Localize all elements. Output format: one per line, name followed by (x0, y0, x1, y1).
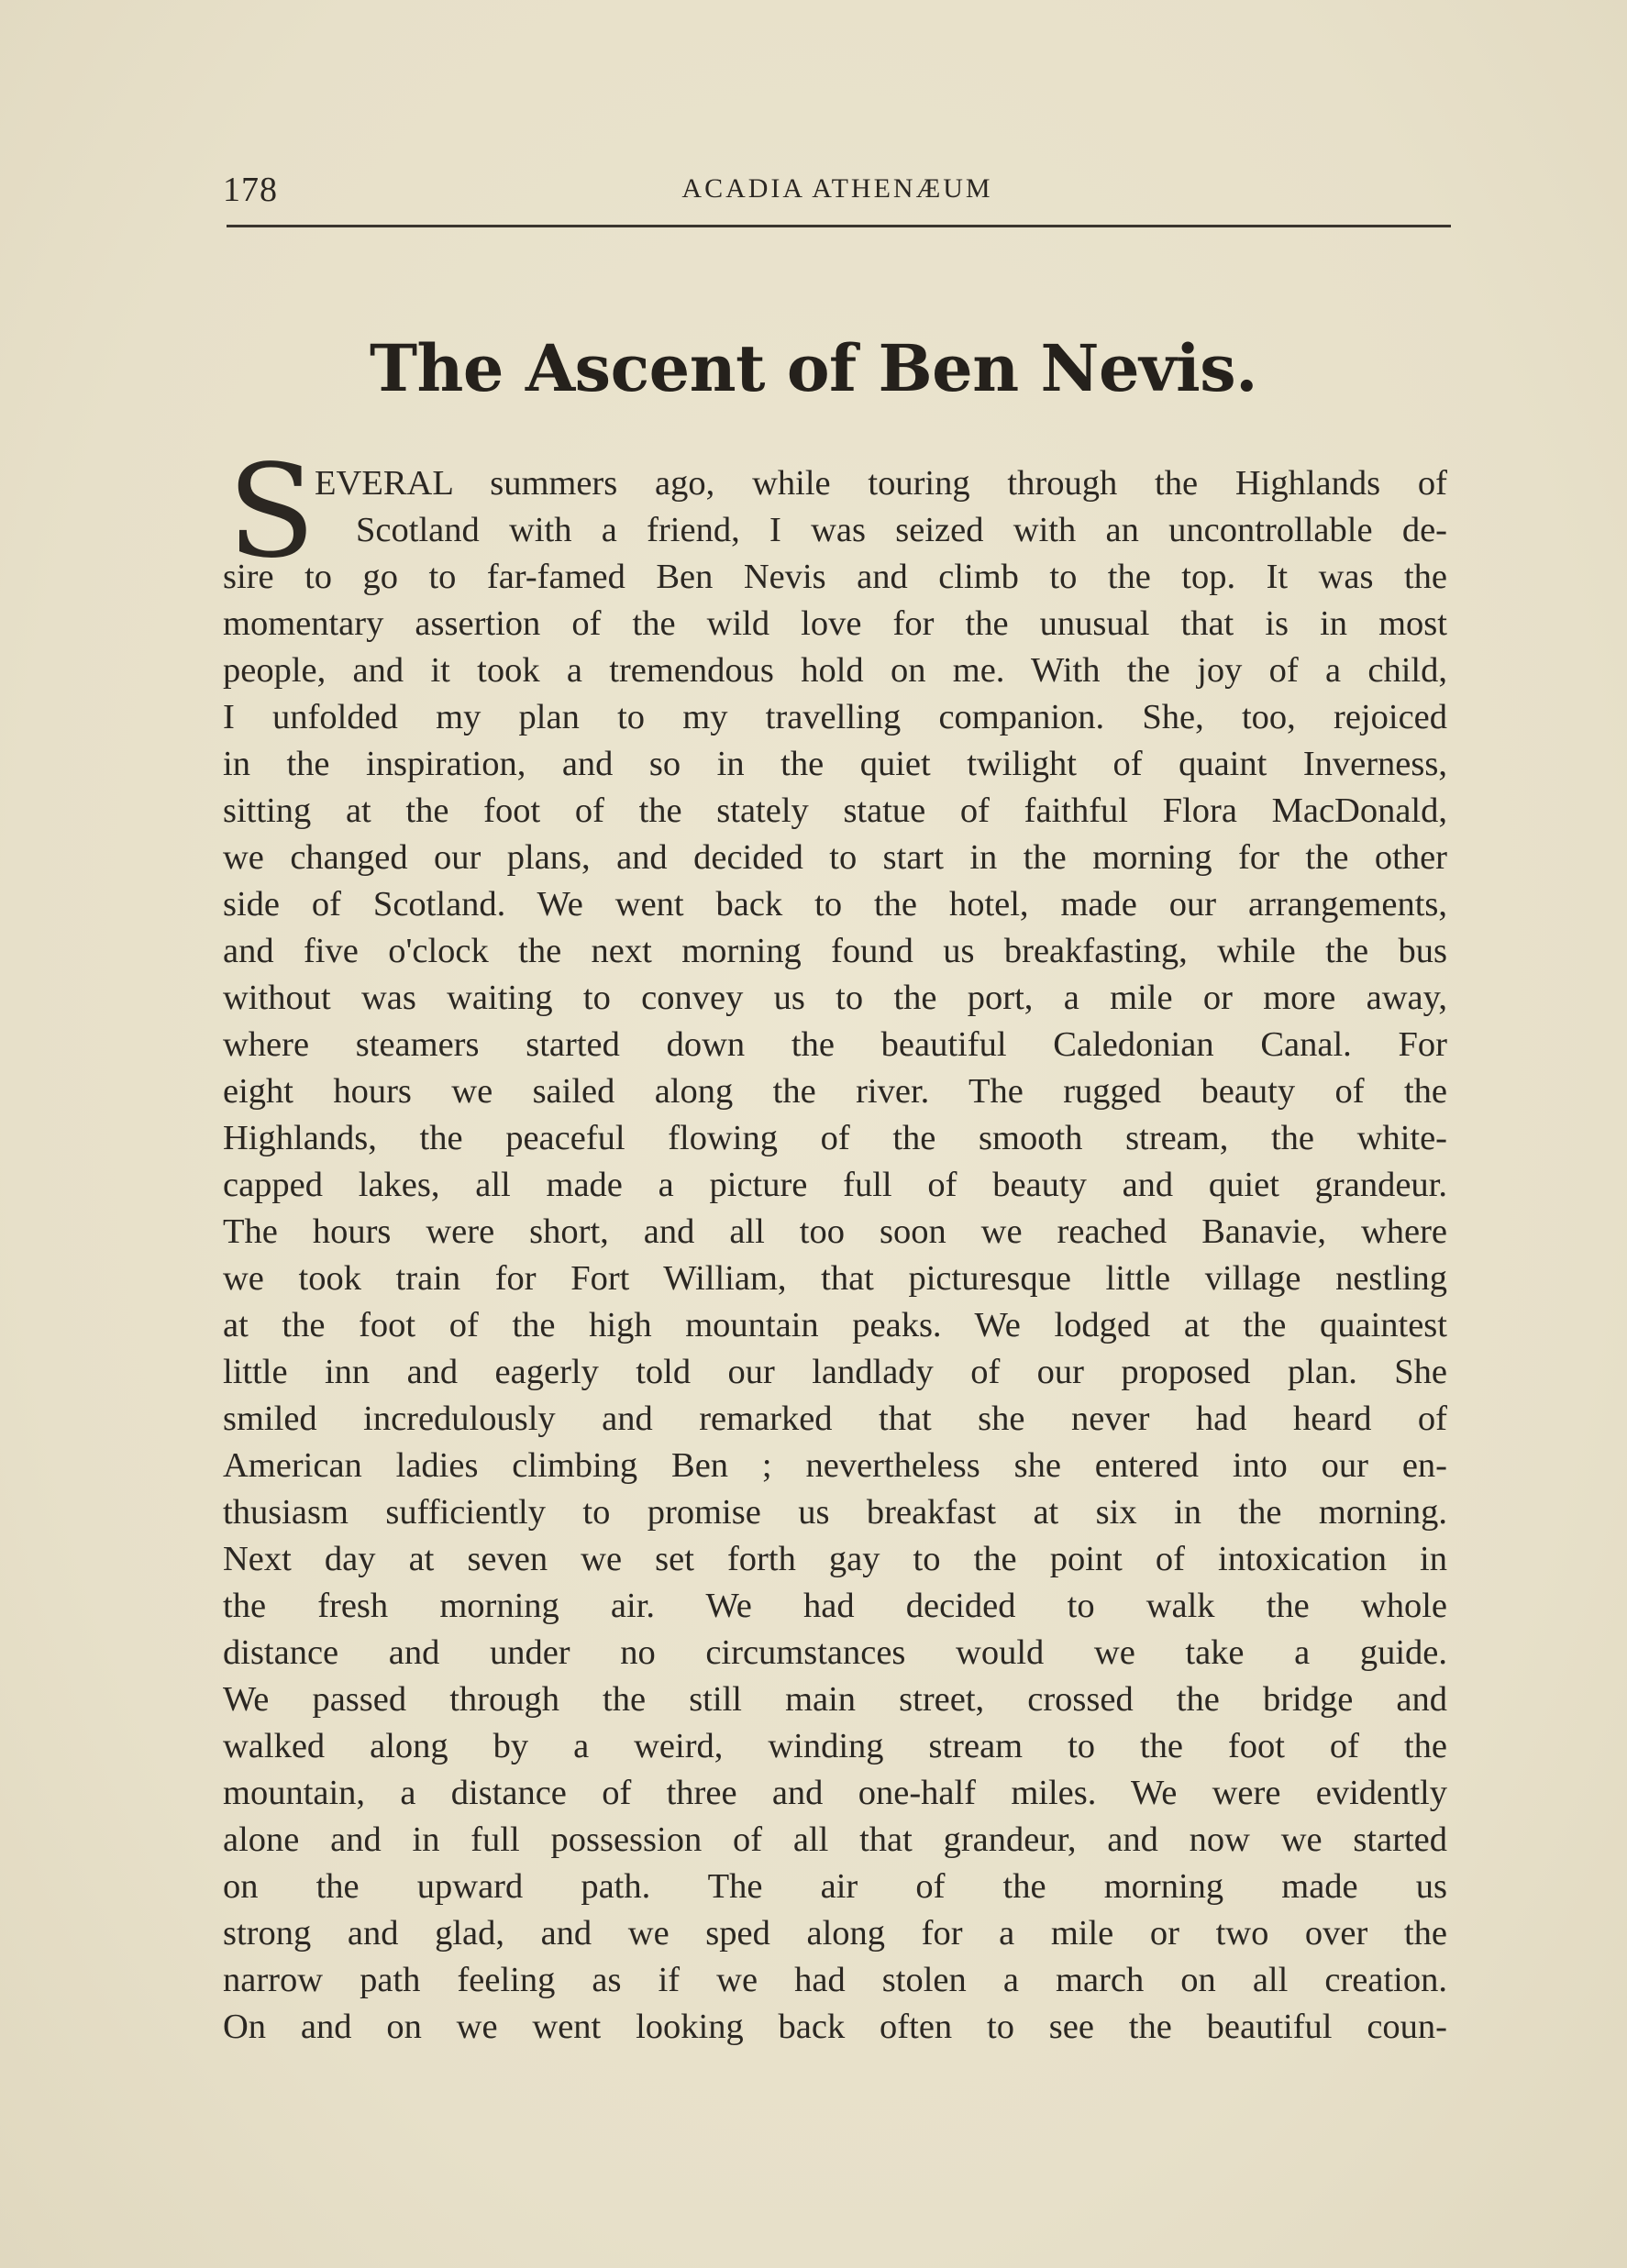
text-line: walked along by a weird, winding stream to the foot of the (223, 1727, 1447, 1765)
text-line: without was waiting to convey us to the port, a mile or more away, (223, 979, 1447, 1017)
article-title: The Ascent of Ben Nevis. (369, 330, 1258, 406)
header-rule (227, 225, 1451, 227)
text-line: momentary assertion of the wild love for the unusual that is in most (223, 604, 1447, 643)
text-line: Scotland with a friend, I was seized with an uncontrollable de- (356, 511, 1447, 549)
text-line: in the inspiration, and so in the quiet twilight of quaint Inverness, (223, 745, 1447, 783)
text-line: sitting at the foot of the stately statue of faithful Flora MacDonald, (223, 791, 1447, 830)
text-line: smiled incredulously and remarked that she never had heard of (223, 1400, 1447, 1438)
text-line: narrow path feeling as if we had stolen a march on all creation. (223, 1961, 1447, 1999)
text-line: American ladies climbing Ben ; nevertheless she entered into our en- (223, 1446, 1447, 1485)
text-line: people, and it took a tremendous hold on me. With the joy of a child, (223, 651, 1447, 690)
text-line: sire to go to far-famed Ben Nevis and climb to the top. It was the (223, 558, 1447, 596)
text-line: side of Scotland. We went back to the hotel, made our arrangements, (223, 885, 1447, 924)
page-header (223, 170, 1452, 216)
drop-cap: S (227, 437, 315, 587)
running-title: ACADIA ATHENÆUM (681, 173, 993, 204)
text-line: distance and under no circumstances would we take a guide. (223, 1633, 1447, 1672)
text-line: strong and glad, and we sped along for a mile or two over the (223, 1914, 1447, 1953)
text-line: on the upward path. The air of the morning made us (223, 1867, 1447, 1906)
text-line: the fresh morning air. We had decided to walk the whole (223, 1587, 1447, 1625)
text-line: and five o'clock the next morning found us breakfasting, while the bus (223, 932, 1447, 970)
text-line: where steamers started down the beautiful Caledonian Canal. For (223, 1025, 1447, 1064)
text-line: Highlands, the peaceful flowing of the smooth stream, the white- (223, 1119, 1447, 1157)
page-number: 178 (223, 171, 278, 209)
text-line: capped lakes, all made a picture full of beauty and quiet grandeur. (223, 1166, 1447, 1204)
text-line: we changed our plans, and decided to start in the morning for the other (223, 838, 1447, 877)
text-line: we took train for Fort William, that picturesque little village nestling (223, 1259, 1447, 1298)
text-line: We passed through the still main street, crossed the bridge and (223, 1680, 1447, 1719)
text-line: eight hours we sailed along the river. The rugged beauty of the (223, 1072, 1447, 1111)
text-line: at the foot of the high mountain peaks. We lodged at the quaintest (223, 1306, 1447, 1344)
article-body (223, 437, 1447, 2051)
text-line: Next day at seven we set forth gay to the point of intoxication in (223, 1540, 1447, 1578)
text-line: On and on we went looking back often to see the beautiful coun- (223, 2008, 1447, 2046)
text-line: The hours were short, and all too soon we reached Banavie, where (223, 1212, 1447, 1251)
text-line: alone and in full possession of all that grandeur, and now we started (223, 1820, 1447, 1859)
body-lines (223, 437, 1447, 2051)
text-line: thusiasm sufficiently to promise us breakfast at six in the morning. (223, 1493, 1447, 1532)
text-line: EVERAL summers ago, while touring through the Highlands of (315, 464, 1447, 503)
text-line: mountain, a distance of three and one-half miles. We were evidently (223, 1774, 1447, 1812)
text-line: little inn and eagerly told our landlady of our proposed plan. She (223, 1353, 1447, 1391)
text-line: I unfolded my plan to my travelling companion. She, too, rejoiced (223, 698, 1447, 736)
